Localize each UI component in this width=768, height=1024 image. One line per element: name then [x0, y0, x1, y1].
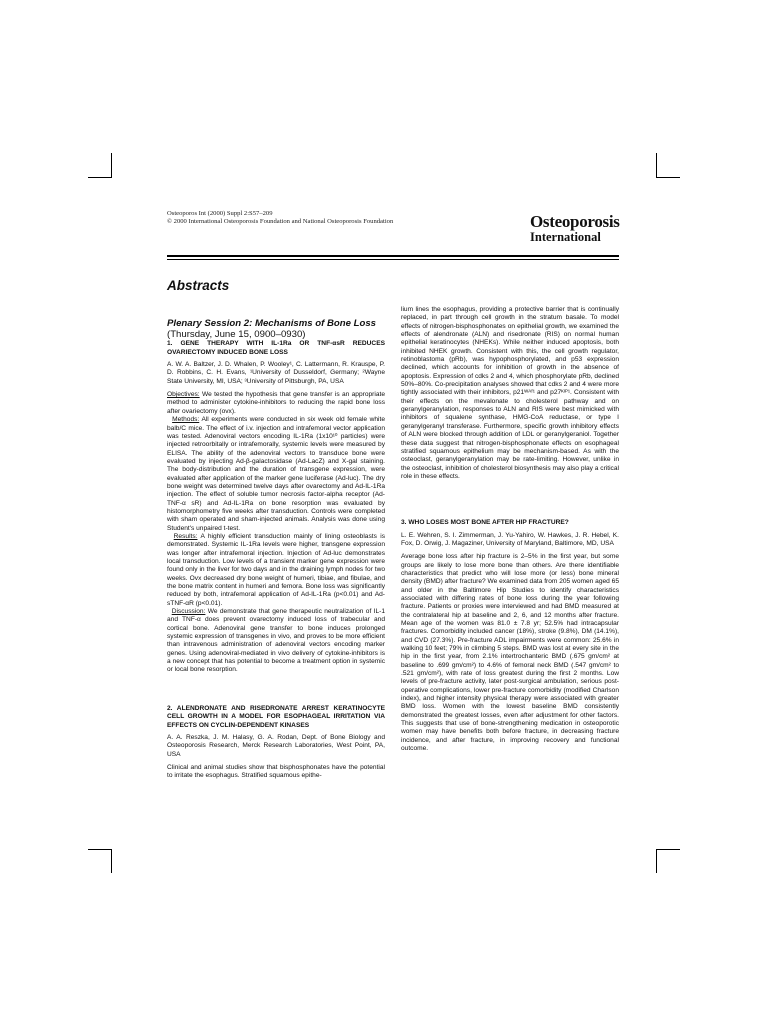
header-rule-thick: [167, 255, 619, 257]
crop-mark-tl-v: [111, 153, 112, 177]
objectives-label: Objectives:: [167, 391, 200, 399]
abstract-1-title: 1. GENE THERAPY WITH IL-1Ra OR TNF-αsR REDUCES OVARIECTOMY INDUCED BONE LOSS: [167, 340, 385, 356]
citation-line: Osteoporos Int (2000) Suppl 2:S57–209: [167, 210, 273, 217]
abstract-1-objectives: [167, 391, 385, 416]
results-label: Results:: [173, 532, 198, 540]
abstract-2-body-cont: lium lines the esophagus, providing a protective barrier that is continually replaced, in part through cell growth in the stratum basale. To model effects of nitrogen-bisphosphonates on epithelial growth, we examined the effects of alendronate (ALN) and risedronate (RIS) on normal human epithelial keratinocytes (NHEKs). While neither induced apoptosis, both inhibited NHEK growth. Consistent with this, the cell growth regulator, retinoblastoma (pRb), was hypophosphorylated, and p53 expression declined, which accounts for inhibition of growth in the absence of apoptosis. Expression of cdks 2 and 4, which phosphorylate pRb, declined 50%–80%. Co-precipitation analyses showed that cdks 2 and 4 were more tightly associated with their inhibitors, p21ᵂᴬᶠ¹ and p27ᴷᴵᴾ¹. Consistent with their effects on the mevalonate to cholesterol pathway and on geranylgeranylation, responses to ALN and RIS were best mimicked with inhibitors of squalene synthase, HMG-CoA reductase, or type I geranylgeranyl transferase. Furthermore, specific growth inhibitory effects of ALN were blocked through addition of LDL or geranylgeraniol. Together these data suggest that nitrogen-bisphosphonate effects on esophageal stratified squamous epithelium may be mechanism-based. As with the osteoclast, geranylgeranylation may be rate-limiting. However, unlike in the osteoclast, inhibition of cholesterol biosynthesis may also play a critical role in these effects.: [401, 306, 619, 480]
column-left: [167, 318, 385, 781]
crop-mark-tl-h: [88, 177, 112, 178]
discussion-text: We demonstrate that gene therapeutic neutralization of IL-1 and TNF-α does prevent ovarectomy induced loss of trabecular and cortical bone. Adenoviral gene transfer to bone induces prolonged systemic expression of transgenes in vivo, and proves to be more efficient than intravenous administration of adenoviral vectors encoding marker genes. Using adenoviral-mediated in vivo delivery of cytokine-inhibitors is a new concept that has potential to become a treatment option in systemic or local bone resorption.: [167, 608, 385, 674]
header-rule-thin: [167, 259, 619, 260]
abstract-1-results: [167, 533, 385, 608]
abstract-3-body: Average bone loss after hip fracture is 2–5% in the first year, but some groups are likely to lose more bone than others. Are there identifiable characteristics that predict who will lose more (or less) bone mineral density (BMD) after fracture? We examined data from 205 women aged 65 and older in the Baltimore Hip Studies to identify characteristics associated with differing rates of bone loss during the year following fracture. Patients or proxies were interviewed and had BMD measured at the contralateral hip at baseline and 2, 6, and 12 months after fracture. Mean age of the women was 81.0 ± 7.8 yr; 52.5% had intracapsular fractures. Comorbidity included cancer (18%), stroke (9.8%), DM (14.1%), and CVD (27.3%). Pre-fracture ADL impairments were common: 25.6% in walking 10 feet; 79% in climbing 5 steps. BMD was lost at every site in the hip in the first year, from 2.1% intertrochanteric BMD (.675 gm/cm² at baseline to .699 gm/cm²) to 4.6% of femoral neck BMD (.547 gm/cm² to .521 gm/cm²), with rate of loss greatest during the first 2 months. Low levels of pre-fracture activity, later post-surgical ambulation, serious post-operative complications, lower pre-fracture comorbidity (modified Charlson index), and higher intensity physical therapy were associated with greater BMD loss. Women with the lowest baseline BMD consistently demonstrated the greatest losses, even after adjustment for other factors. This suggests that use of bone-strengthening medication in osteoporotic women may have benefits both before fracture, in decreasing fracture incidence, and after fracture, in improving recovery and functional outcome.: [401, 553, 619, 753]
crop-mark-tr-h: [656, 177, 680, 178]
journal-logo: [530, 213, 620, 245]
journal-citation: [167, 210, 393, 227]
abstract-1-authors: A. W. A. Baltzer, J. D. Whalen, P. Wooley¹, C. Lattermann, R. Krauspe, P. D. Robbins, C. H. Evans, ¹University of Dusseldorf, Germany; ²Wayne State University, MI, USA; ³University of Pittsburgh, PA, USA: [167, 361, 385, 385]
abstract-2-authors: A. A. Reszka, J. M. Halasy, G. A. Rodan, Dept. of Bone Biology and Osteoporosis Research, Merck Research Laboratories, West Point, PA, USA: [167, 733, 385, 758]
column-right: [401, 306, 619, 754]
section-title: Abstracts: [167, 278, 230, 293]
methods-text: All experiments were conducted in six week old female white balb/C mice. The effect of i.v. injection and intrafemoral vector application was tested. Adenoviral vectors encoding IL-1Ra (1x10¹⁰ particles) were injected retroorbitally or intrafemorally, systemic levels were measured by ELISA. The ability of the adenoviral vectors to transduce bone were evaluated by injecting Ad-β-galactosidase (Ad-LacZ) and X-gal staining. The body-distribution and the duration of transgene expression, were evaluated after application of the marker gene luciferase (Ad-luc). The dry bone weight was determined twelve days after ovarectomy and Ad-IL-1Ra injection. The effect of soluble tumor necrosis factor-alpha receptor (Ad-TNF-α sR) and Ad-IL-1Ra on bone resorption was evaluated by histomorphometry five weeks after transduction. Controls were completed with sham operated and sham-injected animals. Analysis was done using Student's unpaired t-test.: [167, 416, 385, 532]
abstract-3-authors: L. E. Wehren, S. I. Zimmerman, J. Yu-Yahiro, W. Hawkes, J. R. Hebel, K. Fox, D. Orwig, J. Magaziner, University of Maryland, Baltimore, MD, USA: [401, 531, 619, 547]
abstract-3-title: 3. WHO LOSES MOST BONE AFTER HIP FRACTURE?: [401, 519, 569, 527]
abstract-2-body-start: Clinical and animal studies show that bisphosphonates have the potential to irritate the esophagus. Stratified squamous epithe-: [167, 763, 385, 780]
objectives-text: We tested the hypothesis that gene transfer is an appropriate method to administer cytokine-inhibitors to reducing the rapid bone loss after ovariectomy (ovx).: [167, 391, 385, 415]
abstract-1-methods: [167, 416, 385, 533]
abstract-1-discussion: [167, 608, 385, 675]
crop-mark-br-h: [656, 849, 680, 850]
session-time: (Thursday, June 15, 0900–0930): [167, 329, 306, 341]
journal-name-line2: International: [530, 230, 601, 244]
methods-label: Methods:: [172, 416, 200, 424]
discussion-label: Discussion:: [171, 608, 206, 616]
session-title: Plenary Session 2: Mechanisms of Bone Loss: [167, 318, 376, 329]
crop-mark-br-v: [656, 849, 657, 873]
crop-mark-bl-v: [111, 849, 112, 873]
crop-mark-bl-h: [88, 849, 112, 850]
journal-name-line1: Osteoporosis: [530, 212, 620, 231]
crop-mark-tr-v: [656, 153, 657, 177]
abstract-2-title: 2. ALENDRONATE AND RISEDRONATE ARREST KERATINOCYTE CELL GROWTH IN A MODEL FOR ESOPHAGEAL IRRITATION VIA EFFECTS ON CYCLIN-DEPENDENT KINASES: [167, 704, 385, 729]
results-text: A highly efficient transduction mainly of lining osteoblasts is demonstrated. Systemic IL-1Ra levels were higher, transgene expression was longer after intrafemoral injection. Injection of Ad-luc demonstrates local transduction. Low levels of a transient marker gene expression were found only in the liver for two days and in the draining lymph nodes for two weeks. Ovx decreased dry bone weight of humeri, tibiae, and fibulae, and the bone matrix content in humeri and femora. Bone loss was significantly reduced by both, intrafemoral application of Ad-IL-1Ra (p<0.01) and Ad-sTNF-αR (p<0.01).: [167, 532, 385, 607]
copyright-line: © 2000 International Osteoporosis Foundation and National Osteoporosis Foundation: [167, 218, 394, 226]
